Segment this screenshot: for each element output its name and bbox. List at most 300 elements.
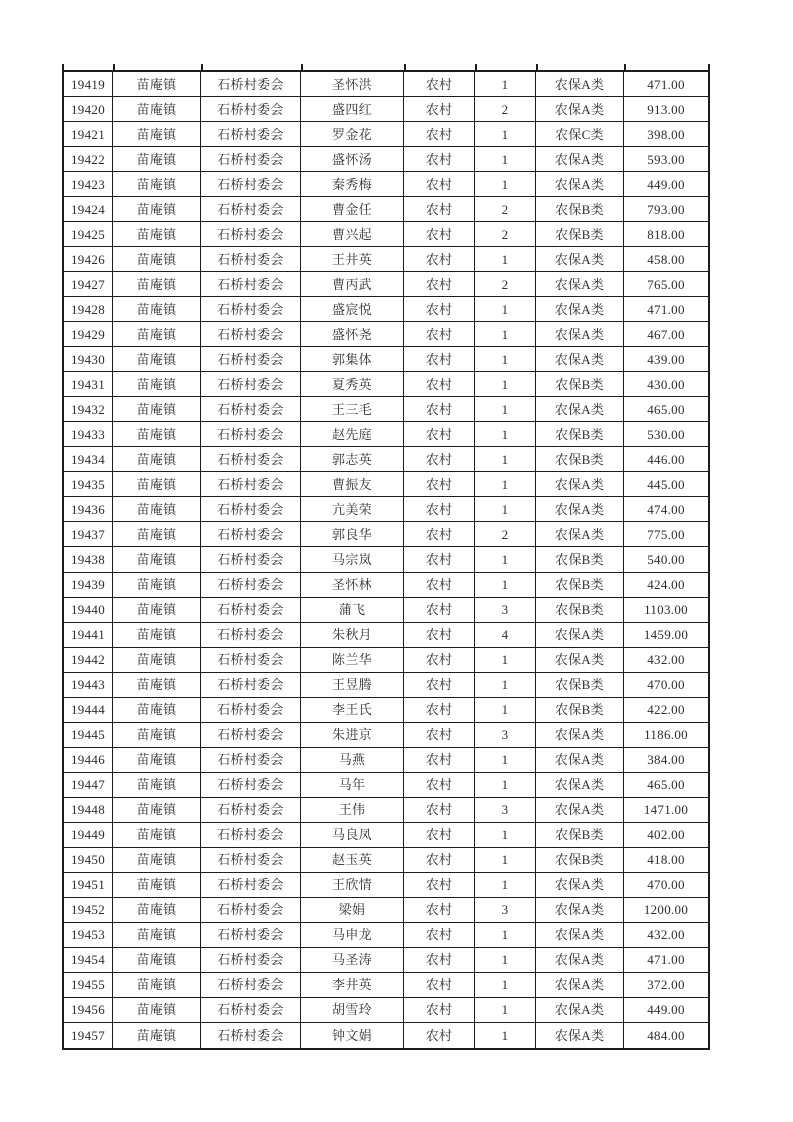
person-name-cell: 赵先庭 <box>301 422 404 447</box>
serial-cell: 19445 <box>64 723 113 748</box>
person-count-cell: 1 <box>475 673 536 698</box>
insurance-category-cell: 农保A类 <box>536 322 624 347</box>
village-committee-cell: 石桥村委会 <box>201 798 301 823</box>
serial-cell: 19457 <box>64 1023 113 1048</box>
residence-type-cell: 农村 <box>404 973 475 998</box>
serial-cell: 19436 <box>64 497 113 522</box>
amount-cell: 484.00 <box>647 1027 685 1043</box>
village-committee-cell: 石桥村委会 <box>201 322 301 347</box>
amount-cell: 1459.00 <box>624 623 708 648</box>
amount-cell: 1186.00 <box>624 723 708 748</box>
serial-cell: 19450 <box>64 848 113 873</box>
person-count-cell: 1 <box>475 748 536 773</box>
amount-cell: 402.00 <box>624 823 708 848</box>
insurance-category-cell: 农保A类 <box>536 623 624 648</box>
town-cell: 苗庵镇 <box>113 773 201 798</box>
residence-type-cell: 农村 <box>404 347 475 372</box>
residence-type-cell: 农村 <box>404 547 475 572</box>
residence-type-cell: 农村 <box>404 72 475 97</box>
insurance-category-cell: 农保A类 <box>536 297 624 322</box>
amount-cell: 458.00 <box>624 247 708 272</box>
town-cell: 苗庵镇 <box>113 472 201 497</box>
serial-cell: 19424 <box>64 197 113 222</box>
person-count-cell: 1 <box>475 823 536 848</box>
village-committee-cell: 石桥村委会 <box>201 848 301 873</box>
serial-cell: 19442 <box>64 648 113 673</box>
person-name-cell: 夏秀英 <box>301 372 404 397</box>
residence-type-cell: 农村 <box>404 773 475 798</box>
amount-cell: 439.00 <box>624 347 708 372</box>
person-name-cell: 钟文娟 <box>301 1023 404 1048</box>
insurance-category-cell: 农保A类 <box>536 798 624 823</box>
person-name-cell: 王昱腾 <box>301 673 404 698</box>
person-count-cell: 3 <box>475 898 536 923</box>
amount-cell: 775.00 <box>624 522 708 547</box>
residence-type-cell: 农村 <box>404 247 475 272</box>
insurance-category-cell: 农保B类 <box>536 698 624 723</box>
person-name-cell: 罗金花 <box>301 122 404 147</box>
town-cell: 苗庵镇 <box>113 873 201 898</box>
village-committee-cell: 石桥村委会 <box>201 623 301 648</box>
person-name-cell: 马良凤 <box>301 823 404 848</box>
residence-type-cell: 农村 <box>404 222 475 247</box>
insurance-category-cell: 农保B类 <box>536 673 624 698</box>
serial-cell: 19439 <box>64 573 113 598</box>
amount-cell: 432.00 <box>624 648 708 673</box>
village-committee-cell: 石桥村委会 <box>201 748 301 773</box>
serial-cell: 19428 <box>64 297 113 322</box>
person-count-cell: 1 <box>475 547 536 572</box>
person-name-cell: 圣怀林 <box>301 573 404 598</box>
person-name-cell: 梁娟 <box>301 898 404 923</box>
residence-type-cell: 农村 <box>404 122 475 147</box>
serial-cell: 19419 <box>64 72 113 97</box>
person-name-cell: 曹金任 <box>301 197 404 222</box>
town-cell: 苗庵镇 <box>113 497 201 522</box>
village-committee-cell: 石桥村委会 <box>201 948 301 973</box>
village-committee-cell: 石桥村委会 <box>201 272 301 297</box>
person-count-cell: 1 <box>475 172 536 197</box>
village-committee-cell: 石桥村委会 <box>201 547 301 572</box>
town-cell: 苗庵镇 <box>113 547 201 572</box>
residence-type-cell: 农村 <box>404 998 475 1023</box>
amount-cell: 913.00 <box>624 97 708 122</box>
amount-cell: 593.00 <box>624 147 708 172</box>
village-committee-cell: 石桥村委会 <box>201 247 301 272</box>
town-cell: 苗庵镇 <box>113 898 201 923</box>
residence-type-cell: 农村 <box>404 97 475 122</box>
amount-cell: 467.00 <box>624 322 708 347</box>
residence-type-cell: 农村 <box>404 422 475 447</box>
residence-type-cell: 农村 <box>404 147 475 172</box>
residence-type-cell: 农村 <box>404 698 475 723</box>
insurance-category-cell: 农保A类 <box>536 723 624 748</box>
serial-cell: 19422 <box>64 147 113 172</box>
insurance-category-cell: 农保A类 <box>536 748 624 773</box>
amount-cell: 384.00 <box>624 748 708 773</box>
town-cell: 苗庵镇 <box>113 272 201 297</box>
village-committee-cell: 石桥村委会 <box>201 698 301 723</box>
insurance-category-cell: 农保A类 <box>536 973 624 998</box>
town-cell: 苗庵镇 <box>113 648 201 673</box>
serial-cell: 19432 <box>64 397 113 422</box>
amount-cell: 471.00 <box>624 72 708 97</box>
serial-cell: 19434 <box>64 447 113 472</box>
person-name-cell: 王欣情 <box>301 873 404 898</box>
person-name-cell: 郭良华 <box>301 522 404 547</box>
village-committee-cell: 石桥村委会 <box>201 1023 301 1048</box>
town-cell: 苗庵镇 <box>113 823 201 848</box>
town-cell: 苗庵镇 <box>113 97 201 122</box>
residence-type-cell: 农村 <box>404 798 475 823</box>
amount-cell: 449.00 <box>624 998 708 1023</box>
insurance-category-cell: 农保A类 <box>536 923 624 948</box>
insurance-category-cell: 农保A类 <box>536 1023 624 1048</box>
village-committee-cell: 石桥村委会 <box>201 222 301 247</box>
person-name-cell: 马申龙 <box>301 923 404 948</box>
person-count-cell: 1 <box>475 347 536 372</box>
person-count-cell: 1 <box>475 122 536 147</box>
village-committee-cell: 石桥村委会 <box>201 522 301 547</box>
serial-cell: 19435 <box>64 472 113 497</box>
serial-cell: 19420 <box>64 97 113 122</box>
person-count-cell: 1 <box>475 247 536 272</box>
village-committee-cell: 石桥村委会 <box>201 973 301 998</box>
person-count-cell: 1 <box>475 948 536 973</box>
insurance-category-cell: 农保A类 <box>536 773 624 798</box>
insurance-category-cell: 农保A类 <box>536 497 624 522</box>
town-cell: 苗庵镇 <box>113 973 201 998</box>
village-committee-cell: 石桥村委会 <box>201 823 301 848</box>
insurance-category-cell: 农保B类 <box>536 823 624 848</box>
person-name-cell: 马年 <box>301 773 404 798</box>
town-cell: 苗庵镇 <box>113 122 201 147</box>
village-committee-cell: 石桥村委会 <box>201 873 301 898</box>
table-continuation-stubs <box>0 0 793 70</box>
residence-type-cell: 农村 <box>404 1023 475 1048</box>
village-committee-cell: 石桥村委会 <box>201 447 301 472</box>
amount-cell: 465.00 <box>624 773 708 798</box>
person-name-cell: 蒲飞 <box>301 598 404 623</box>
person-count-cell: 1 <box>475 447 536 472</box>
serial-cell: 19431 <box>64 372 113 397</box>
person-count-cell: 1 <box>475 648 536 673</box>
town-cell: 苗庵镇 <box>113 522 201 547</box>
amount-cell: 1200.00 <box>624 898 708 923</box>
village-committee-cell: 石桥村委会 <box>201 723 301 748</box>
amount-cell: 418.00 <box>624 848 708 873</box>
town-cell: 苗庵镇 <box>113 347 201 372</box>
insurance-category-cell: 农保A类 <box>536 347 624 372</box>
person-count-cell: 1 <box>475 297 536 322</box>
person-name-cell: 郭志英 <box>301 447 404 472</box>
serial-cell: 19430 <box>64 347 113 372</box>
amount-cell: 398.00 <box>624 122 708 147</box>
town-cell: 苗庵镇 <box>113 723 201 748</box>
residence-type-cell: 农村 <box>404 598 475 623</box>
insurance-category-cell: 农保A类 <box>536 898 624 923</box>
town-cell: 苗庵镇 <box>113 948 201 973</box>
residence-type-cell: 农村 <box>404 397 475 422</box>
residence-type-cell: 农村 <box>404 748 475 773</box>
village-committee-cell: 石桥村委会 <box>201 673 301 698</box>
person-name-cell: 马圣涛 <box>301 948 404 973</box>
town-cell: 苗庵镇 <box>113 147 201 172</box>
village-committee-cell: 石桥村委会 <box>201 172 301 197</box>
village-committee-cell: 石桥村委会 <box>201 773 301 798</box>
person-count-cell: 1 <box>475 397 536 422</box>
residence-type-cell: 农村 <box>404 623 475 648</box>
insurance-category-cell: 农保B类 <box>536 372 624 397</box>
person-name-cell: 王井英 <box>301 247 404 272</box>
serial-cell: 19421 <box>64 122 113 147</box>
person-count-cell: 1 <box>475 472 536 497</box>
town-cell: 苗庵镇 <box>113 372 201 397</box>
insurance-category-cell: 农保A类 <box>536 648 624 673</box>
amount-cell: 1471.00 <box>624 798 708 823</box>
village-committee-cell: 石桥村委会 <box>201 147 301 172</box>
village-committee-cell: 石桥村委会 <box>201 573 301 598</box>
town-cell: 苗庵镇 <box>113 673 201 698</box>
person-count-cell: 1 <box>475 422 536 447</box>
insurance-category-cell: 农保B类 <box>536 422 624 447</box>
insurance-category-cell: 农保A类 <box>536 72 624 97</box>
amount-cell: 470.00 <box>624 673 708 698</box>
insurance-category-cell: 农保B类 <box>536 848 624 873</box>
insurance-category-cell: 农保B类 <box>536 222 624 247</box>
person-name-cell: 圣怀洪 <box>301 72 404 97</box>
person-count-cell: 1 <box>475 773 536 798</box>
amount-cell: 432.00 <box>624 923 708 948</box>
pension-roster-table <box>62 70 710 1050</box>
residence-type-cell: 农村 <box>404 673 475 698</box>
person-count-cell: 1 <box>475 573 536 598</box>
person-name-cell: 秦秀梅 <box>301 172 404 197</box>
insurance-category-cell: 农保B类 <box>536 573 624 598</box>
person-name-cell: 郭集体 <box>301 347 404 372</box>
person-name-cell: 亢美荣 <box>301 497 404 522</box>
amount-cell: 449.00 <box>624 172 708 197</box>
town-cell: 苗庵镇 <box>113 1023 201 1048</box>
person-count-cell: 1 <box>475 372 536 397</box>
amount-cell: 793.00 <box>624 197 708 222</box>
residence-type-cell: 农村 <box>404 848 475 873</box>
village-committee-cell: 石桥村委会 <box>201 347 301 372</box>
town-cell: 苗庵镇 <box>113 222 201 247</box>
person-name-cell: 胡雪玲 <box>301 998 404 1023</box>
insurance-category-cell: 农保A类 <box>536 247 624 272</box>
town-cell: 苗庵镇 <box>113 698 201 723</box>
amount-cell: 424.00 <box>624 573 708 598</box>
person-name-cell: 王三毛 <box>301 397 404 422</box>
residence-type-cell: 农村 <box>404 297 475 322</box>
residence-type-cell: 农村 <box>404 873 475 898</box>
residence-type-cell: 农村 <box>404 522 475 547</box>
person-count-cell: 2 <box>475 222 536 247</box>
person-count-cell: 1 <box>475 973 536 998</box>
amount-cell: 818.00 <box>624 222 708 247</box>
serial-cell: 19427 <box>64 272 113 297</box>
serial-cell: 19437 <box>64 522 113 547</box>
insurance-category-cell: 农保A类 <box>536 472 624 497</box>
insurance-category-cell: 农保A类 <box>536 948 624 973</box>
person-count-cell: 1 <box>475 923 536 948</box>
village-committee-cell: 石桥村委会 <box>201 97 301 122</box>
serial-cell: 19443 <box>64 673 113 698</box>
person-name-cell: 马宗岚 <box>301 547 404 572</box>
serial-cell: 19449 <box>64 823 113 848</box>
insurance-category-cell: 农保A类 <box>536 147 624 172</box>
town-cell: 苗庵镇 <box>113 197 201 222</box>
insurance-category-cell: 农保A类 <box>536 97 624 122</box>
residence-type-cell: 农村 <box>404 898 475 923</box>
person-name-cell: 赵玉英 <box>301 848 404 873</box>
insurance-category-cell: 农保C类 <box>536 122 624 147</box>
amount-cell: 446.00 <box>624 447 708 472</box>
person-count-cell: 1 <box>475 873 536 898</box>
insurance-category-cell: 农保B类 <box>536 547 624 572</box>
serial-cell: 19426 <box>64 247 113 272</box>
person-name-cell: 李井英 <box>301 973 404 998</box>
amount-cell: 765.00 <box>624 272 708 297</box>
town-cell: 苗庵镇 <box>113 573 201 598</box>
amount-cell: 372.00 <box>624 973 708 998</box>
village-committee-cell: 石桥村委会 <box>201 297 301 322</box>
village-committee-cell: 石桥村委会 <box>201 372 301 397</box>
residence-type-cell: 农村 <box>404 573 475 598</box>
town-cell: 苗庵镇 <box>113 72 201 97</box>
person-count-cell: 1 <box>475 1023 536 1048</box>
person-count-cell: 1 <box>475 698 536 723</box>
residence-type-cell: 农村 <box>404 948 475 973</box>
village-committee-cell: 石桥村委会 <box>201 122 301 147</box>
person-name-cell: 王伟 <box>301 798 404 823</box>
village-committee-cell: 石桥村委会 <box>201 898 301 923</box>
serial-cell: 19433 <box>64 422 113 447</box>
village-committee-cell: 石桥村委会 <box>201 397 301 422</box>
person-name-cell: 马燕 <box>301 748 404 773</box>
person-count-cell: 2 <box>475 272 536 297</box>
person-name-cell: 曹丙武 <box>301 272 404 297</box>
village-committee-cell: 石桥村委会 <box>201 72 301 97</box>
insurance-category-cell: 农保A类 <box>536 873 624 898</box>
town-cell: 苗庵镇 <box>113 172 201 197</box>
person-count-cell: 1 <box>475 147 536 172</box>
amount-cell: 470.00 <box>624 873 708 898</box>
town-cell: 苗庵镇 <box>113 297 201 322</box>
insurance-category-cell: 农保A类 <box>536 272 624 297</box>
amount-cell: 471.00 <box>624 297 708 322</box>
person-count-cell: 1 <box>475 322 536 347</box>
residence-type-cell: 农村 <box>404 472 475 497</box>
person-name-cell: 陈兰华 <box>301 648 404 673</box>
insurance-category-cell: 农保A类 <box>536 397 624 422</box>
town-cell: 苗庵镇 <box>113 397 201 422</box>
town-cell: 苗庵镇 <box>113 848 201 873</box>
person-name-cell: 盛怀汤 <box>301 147 404 172</box>
serial-cell: 19423 <box>64 172 113 197</box>
insurance-category-cell: 农保A类 <box>536 998 624 1023</box>
insurance-category-cell: 农保B类 <box>536 197 624 222</box>
amount-cell: 530.00 <box>624 422 708 447</box>
town-cell: 苗庵镇 <box>113 623 201 648</box>
residence-type-cell: 农村 <box>404 497 475 522</box>
serial-cell: 19440 <box>64 598 113 623</box>
serial-cell: 19453 <box>64 923 113 948</box>
town-cell: 苗庵镇 <box>113 598 201 623</box>
serial-cell: 19438 <box>64 547 113 572</box>
amount-cell: 540.00 <box>624 547 708 572</box>
village-committee-cell: 石桥村委会 <box>201 197 301 222</box>
residence-type-cell: 农村 <box>404 372 475 397</box>
residence-type-cell: 农村 <box>404 823 475 848</box>
residence-type-cell: 农村 <box>404 197 475 222</box>
person-count-cell: 1 <box>475 72 536 97</box>
amount-cell: 430.00 <box>624 372 708 397</box>
person-name-cell: 朱进京 <box>301 723 404 748</box>
serial-cell: 19452 <box>64 898 113 923</box>
person-count-cell: 2 <box>475 97 536 122</box>
village-committee-cell: 石桥村委会 <box>201 648 301 673</box>
serial-cell: 19456 <box>64 998 113 1023</box>
serial-cell: 19429 <box>64 322 113 347</box>
serial-cell: 19451 <box>64 873 113 898</box>
serial-cell: 19446 <box>64 748 113 773</box>
village-committee-cell: 石桥村委会 <box>201 472 301 497</box>
residence-type-cell: 农村 <box>404 272 475 297</box>
amount-cell: 471.00 <box>624 948 708 973</box>
residence-type-cell: 农村 <box>404 447 475 472</box>
person-name-cell: 盛怀尧 <box>301 322 404 347</box>
insurance-category-cell: 农保A类 <box>536 522 624 547</box>
person-count-cell: 1 <box>475 848 536 873</box>
residence-type-cell: 农村 <box>404 322 475 347</box>
person-count-cell: 3 <box>475 798 536 823</box>
residence-type-cell: 农村 <box>404 648 475 673</box>
person-count-cell: 4 <box>475 623 536 648</box>
person-name-cell: 朱秋月 <box>301 623 404 648</box>
person-count-cell: 1 <box>475 497 536 522</box>
person-name-cell: 曹兴起 <box>301 222 404 247</box>
serial-cell: 19444 <box>64 698 113 723</box>
serial-cell: 19448 <box>64 798 113 823</box>
amount-cell: 1103.00 <box>624 598 708 623</box>
town-cell: 苗庵镇 <box>113 923 201 948</box>
residence-type-cell: 农村 <box>404 723 475 748</box>
person-count-cell: 1 <box>475 998 536 1023</box>
village-committee-cell: 石桥村委会 <box>201 998 301 1023</box>
village-committee-cell: 石桥村委会 <box>201 422 301 447</box>
amount-cell: 422.00 <box>624 698 708 723</box>
insurance-category-cell: 农保B类 <box>536 447 624 472</box>
town-cell: 苗庵镇 <box>113 422 201 447</box>
town-cell: 苗庵镇 <box>113 998 201 1023</box>
serial-cell: 19447 <box>64 773 113 798</box>
residence-type-cell: 农村 <box>404 923 475 948</box>
serial-cell: 19441 <box>64 623 113 648</box>
person-name-cell: 盛四红 <box>301 97 404 122</box>
person-count-cell: 3 <box>475 598 536 623</box>
amount-cell: 474.00 <box>624 497 708 522</box>
insurance-category-cell: 农保B类 <box>536 598 624 623</box>
village-committee-cell: 石桥村委会 <box>201 923 301 948</box>
town-cell: 苗庵镇 <box>113 447 201 472</box>
town-cell: 苗庵镇 <box>113 748 201 773</box>
person-count-cell: 3 <box>475 723 536 748</box>
amount-cell: 465.00 <box>624 397 708 422</box>
residence-type-cell: 农村 <box>404 172 475 197</box>
village-committee-cell: 石桥村委会 <box>201 598 301 623</box>
